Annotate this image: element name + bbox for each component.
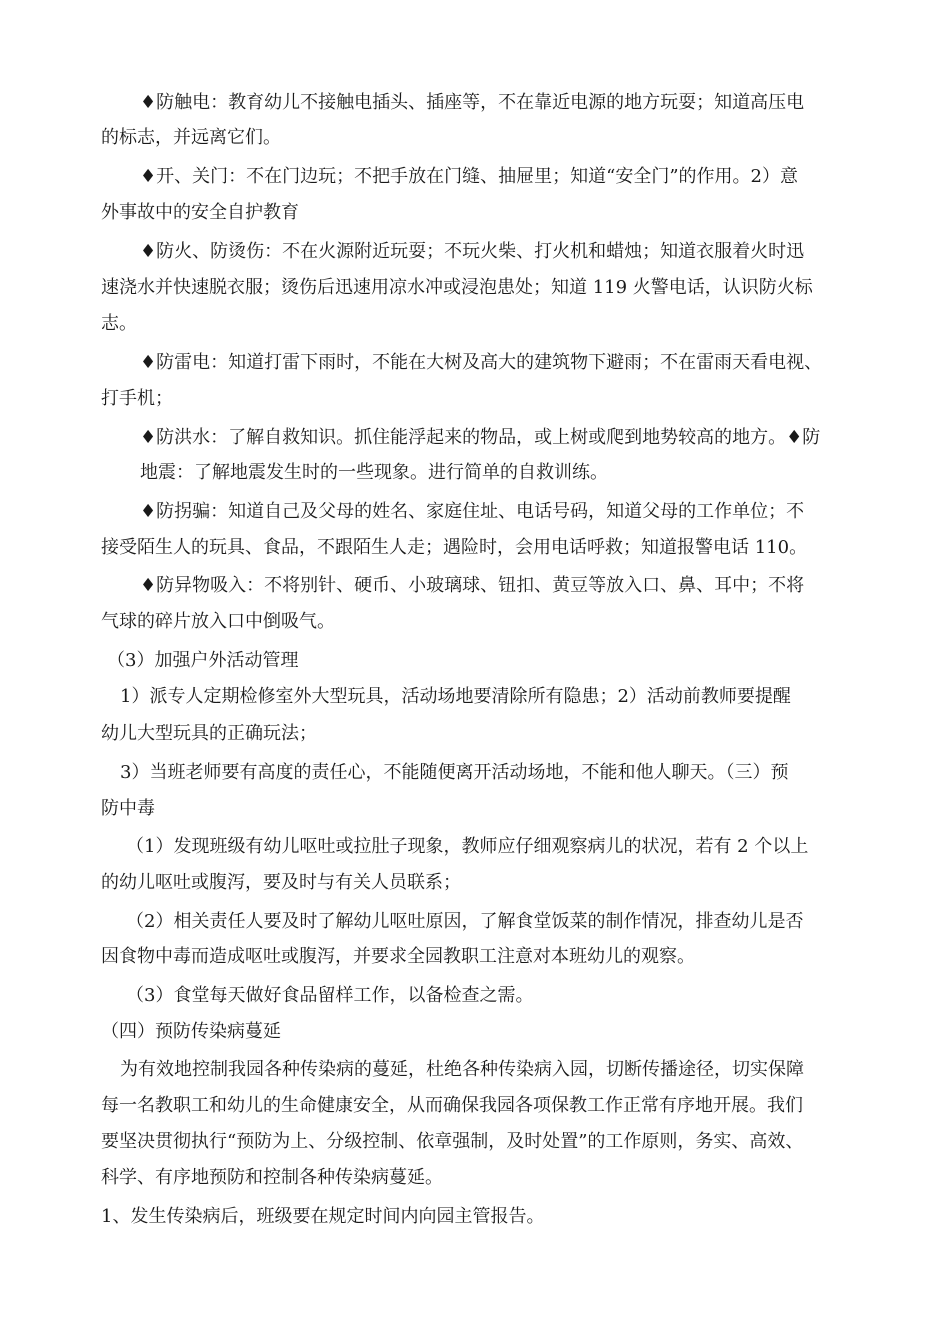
text-line: 志。 [101,313,137,334]
text-line: ♦开、关门：不在门边玩；不把手放在门缝、抽屉里；知道“安全门”的作用。2）意 [140,166,798,187]
text-line: ♦防拐骗：知道自己及父母的姓名、家庭住址、电话号码，知道父母的工作单位；不 [140,501,805,522]
text-line: ♦防洪水：了解自救知识。抓住能浮起来的物品，或上树或爬到地势较高的地方。♦防 [140,427,821,448]
text-line: 打手机； [101,388,173,409]
text-line: 的标志，并远离它们。 [101,127,281,148]
text-line: （3）加强户外活动管理 [107,650,299,671]
text-line: ♦防火、防烫伤：不在火源附近玩耍；不玩火柴、打火机和蜡烛；知道衣服着火时迅 [140,241,805,262]
text-line: 1）派专人定期检修室外大型玩具，活动场地要清除所有隐患；2）活动前教师要提醒 [120,686,791,707]
text-line: 每一名教职工和幼儿的生命健康安全，从而确保我园各项保教工作正常有序地开展。我们 [101,1095,803,1116]
text-line: ♦防触电：教育幼儿不接触电插头、插座等，不在靠近电源的地方玩耍；知道高压电 [140,92,805,113]
text-line: 气球的碎片放入口中倒吸气。 [101,611,335,632]
text-line: 外事故中的安全自护教育 [101,202,299,223]
text-line: ♦防雷电：知道打雷下雨时，不能在大树及高大的建筑物下避雨；不在雷雨天看电视、 [140,352,823,373]
text-line: ♦防异物吸入：不将别针、硬币、小玻璃球、钮扣、黄豆等放入口、鼻、耳中；不将 [140,575,805,596]
text-line: 3）当班老师要有高度的责任心，不能随便离开活动场地，不能和他人聊天。（三）预 [120,762,789,783]
text-line: 接受陌生人的玩具、食品，不跟陌生人走；遇险时，会用电话呼救；知道报警电话 110。 [101,537,808,558]
text-line: 1、发生传染病后，班级要在规定时间内向园主管报告。 [101,1206,545,1227]
text-line: 因食物中毒而造成呕吐或腹泻，并要求全园教职工注意对本班幼儿的观察。 [101,946,695,967]
text-line: 幼儿大型玩具的正确玩法； [101,723,317,744]
text-line: （3）食堂每天做好食品留样工作，以备检查之需。 [126,985,534,1006]
text-line: （四）预防传染病蔓延 [101,1021,281,1042]
text-line: 科学、有序地预防和控制各种传染病蔓延。 [101,1167,443,1188]
text-line: 防中毒 [101,798,155,819]
text-line: 要坚决贯彻执行“预防为上、分级控制、依章强制，及时处置”的工作原则，务实、高效、 [101,1131,804,1152]
text-line: 地震：了解地震发生时的一些现象。进行简单的自救训练。 [140,462,608,483]
text-line: （1）发现班级有幼儿呕吐或拉肚子现象，教师应仔细观察病儿的状况，若有 2 个以上 [126,836,809,857]
text-line: （2）相关责任人要及时了解幼儿呕吐原因，了解食堂饭菜的制作情况，排查幼儿是否 [126,911,804,932]
text-line: 为有效地控制我园各种传染病的蔓延，杜绝各种传染病入园，切断传播途径，切实保障 [120,1059,804,1080]
text-line: 速浇水并快速脱衣服；烫伤后迅速用凉水冲或浸泡患处；知道 119 火警电话，认识防火标 [101,277,813,298]
text-line: 的幼儿呕吐或腹泻，要及时与有关人员联系； [101,872,461,893]
